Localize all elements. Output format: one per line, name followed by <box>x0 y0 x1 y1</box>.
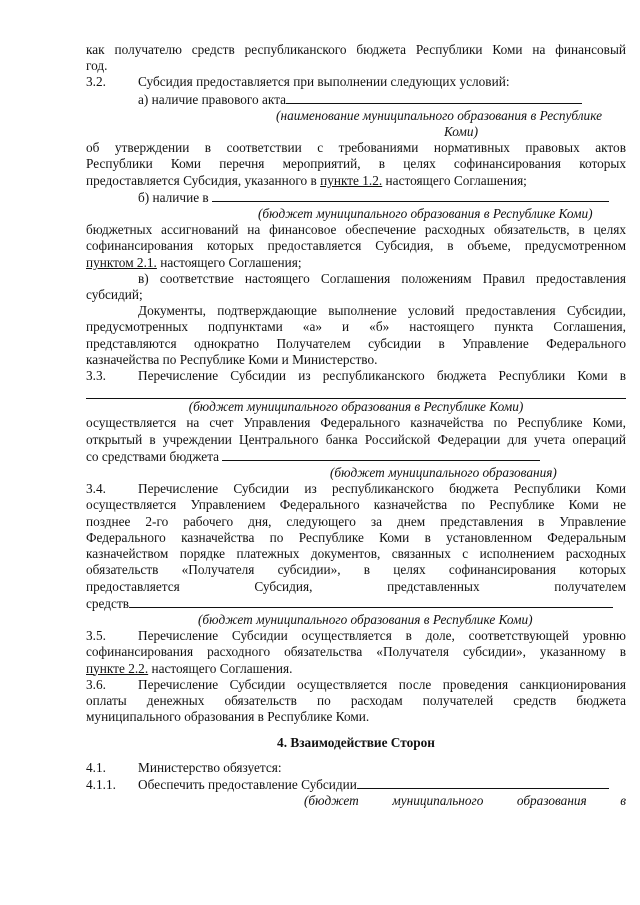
text-line: пункте 2.2. настоящего Соглашения. <box>86 660 293 676</box>
document-page <box>86 42 626 809</box>
condition-a: а) наличие правового акта <box>86 91 626 108</box>
condition-b: б) наличие в <box>86 189 626 206</box>
text-line: предоставляется Субсидия, указанного в пункте 1.2. настоящего Соглашения; <box>86 172 527 188</box>
text-line: предусмотренных подпунктами «а» и «б» настоящего пункта Соглашения, <box>86 319 626 335</box>
text-line: средств <box>86 595 626 612</box>
blank-line <box>286 91 582 104</box>
clause-3-5: 3.5. Перечисление Субсидии осуществляется в доле, соответствующей уровню <box>86 628 626 644</box>
section-heading: 4. Взаимодействие Сторон <box>277 735 435 751</box>
text-line: со средствами бюджета <box>86 448 626 465</box>
text-line: бюджетных ассигнований на финансовое обеспечение расходных обязательств, в целях <box>86 222 626 238</box>
blank-line <box>129 595 613 608</box>
text-line: софинансирования которых предоставляется Субсидия, в объеме, предусмотренном <box>86 238 626 254</box>
text-line: Республики Коми перечня мероприятий, в целях софинансирования которых <box>86 156 626 172</box>
text-line: казначейства по Республике Коми и Министерство. <box>86 351 378 367</box>
clause-3-6: 3.6. Перечисление Субсидии осуществляется после проведения санкционирования <box>86 676 626 692</box>
link-point-1-2[interactable]: пункте 1.2. <box>320 172 383 188</box>
blank-line <box>86 384 626 399</box>
text-line: Федерального казначейства по Республике Коми в установленном Федеральным <box>86 529 626 545</box>
clause-3-2: 3.2. Субсидия предоставляется при выполнении следующих условий: <box>86 74 510 90</box>
text-line: субсидий; <box>86 287 143 303</box>
caption: (бюджет муниципального образования в Республике Коми) <box>198 611 533 627</box>
caption: Коми) <box>443 124 478 140</box>
clause-4-1: 4.1. Министерство обязуется: <box>86 759 282 775</box>
caption: (наименование муниципального образования в Республике <box>276 107 602 123</box>
caption: (бюджет муниципального образования) <box>330 465 557 481</box>
text-line: муниципального образования в Республике Коми. <box>86 709 370 725</box>
caption: (бюджет муниципального образования в <box>304 792 626 808</box>
clause-4-1-1: 4.1.1. Обеспечить предоставление Субсидии <box>86 776 626 793</box>
text-line: осуществляется Управлением Федерального казначейства по Республике Коми не <box>86 497 626 513</box>
text-line: Документы, подтверждающие выполнение условий предоставления Субсидии, <box>138 303 626 319</box>
text-line: обязательств «Получателя субсидии», в целях софинансирования которых <box>86 562 626 578</box>
text-line: как получателю средств республиканского бюджета Республики Коми на финансовый <box>86 42 626 57</box>
text-line: представляются однократно Получателем субсидии в Управление Федерального <box>86 335 626 351</box>
text-line: казначейством порядке платежных документов, связанных с исполнением расходных <box>86 546 626 562</box>
link-point-2-2[interactable]: пункте 2.2. <box>86 660 149 676</box>
text-line: предоставляется Субсидия, представленных получателем <box>86 578 626 594</box>
text-line: оплаты денежных обязательств по расходам получателей средств бюджета <box>86 692 626 708</box>
link-point-2-1[interactable]: пунктом 2.1. <box>86 254 157 270</box>
blank-line <box>357 776 609 789</box>
blank-line <box>212 189 609 202</box>
caption: (бюджет муниципального образования в Республике Коми) <box>188 399 524 415</box>
text-line: год. <box>86 58 108 74</box>
condition-v: в) соответствие настоящего Соглашения положениям Правил предоставления <box>138 270 626 286</box>
text-line: осуществляется на счет Управления Федерального казначейства по Республике Коми, <box>86 415 626 431</box>
text-line: софинансирования расходного обязательства «Получателя субсидии», указанному в <box>86 644 626 660</box>
clause-3-3: 3.3. Перечисление Субсидии из республиканского бюджета Республики Коми в <box>86 368 626 384</box>
caption: (бюджет муниципального образования в Республике Коми) <box>258 206 593 222</box>
text-line: пунктом 2.1. настоящего Соглашения; <box>86 254 302 270</box>
text-line: позднее 2-го рабочего дня, следующего за днем представления в Управление <box>86 513 626 529</box>
clause-3-4: 3.4. Перечисление Субсидии из республиканского бюджета Республики Коми <box>86 481 626 497</box>
text-line: открытый в учреждении Центрального банка Российской Федерации для учета операций <box>86 431 626 447</box>
blank-line <box>222 448 540 461</box>
text-line: об утверждении в соответствии с требованиями нормативных правовых актов <box>86 140 626 156</box>
